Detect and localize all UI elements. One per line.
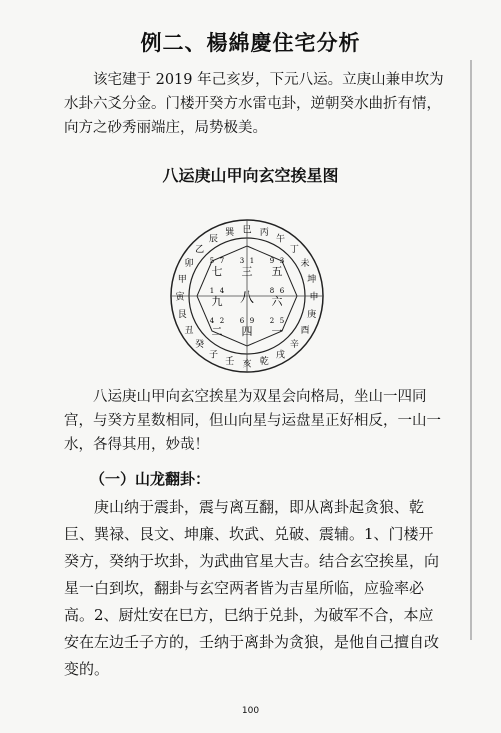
body-paragraph: 庚山纳于震卦，震与离互翻，即从离卦起贪狼、乾巨、巽禄、艮文、坤廉、坎武、兑破、震辅。1、门楼开癸方，癸纳于坎卦，为武曲官星大吉。结合玄空挨星，向星一白到坎，翻卦与玄空两者皆为吉星所临，应验率必高。2、厨灶安在巳方，巳纳于兑卦，为破军不合，本应安在左边壬子方的，壬纳于离卦为贪狼，是他自己擅自改变的。 [64, 498, 440, 678]
ring-label: 申 [309, 292, 319, 303]
facing-star: 9 [249, 317, 255, 325]
ring-label: 庚 [307, 309, 317, 320]
period-star: 一 [271, 325, 283, 338]
ring-label: 午 [275, 234, 286, 245]
period-star: 二 [211, 325, 223, 338]
ring-label: 辛 [289, 339, 299, 350]
facing-star: 6 [279, 287, 285, 295]
period-star: 四 [241, 325, 253, 338]
mountain-star: 5 [209, 257, 215, 265]
page-title: 例二、楊綿慶住宅分析 [140, 31, 361, 55]
mountain-star: 9 [269, 257, 275, 265]
ring-label: 艮 [177, 309, 187, 320]
period-star: 七 [211, 265, 223, 278]
ring-label: 未 [300, 259, 310, 269]
facing-star: 3 [279, 257, 285, 265]
ring-label: 寅 [175, 292, 185, 303]
period-star: 三 [241, 265, 253, 278]
ring-label: 坤 [307, 275, 317, 286]
mountain-star: 3 [239, 257, 245, 265]
facing-star: 4 [219, 287, 225, 295]
ring-label: 丙 [259, 227, 269, 238]
ring-label: 癸 [195, 339, 205, 350]
mountain-star: 1 [209, 287, 215, 295]
period-star: 六 [271, 295, 283, 308]
chart-title: 八运庚山甲向玄空挨星图 [162, 166, 339, 185]
page-number: 100 [241, 706, 260, 716]
ring-label: 卯 [184, 259, 194, 269]
ring-label: 戌 [275, 350, 286, 361]
ring-label: 乾 [259, 357, 269, 368]
facing-star: 5 [279, 317, 285, 325]
ring-label: 壬 [225, 357, 235, 368]
ring-label: 亥 [242, 359, 252, 370]
ring-label: 子 [208, 350, 219, 361]
facing-star: 7 [219, 257, 225, 265]
facing-star: 1 [249, 257, 255, 265]
ring-label: 甲 [177, 275, 187, 286]
feng-shui-star-chart [167, 216, 327, 376]
ring-label: 巽 [225, 227, 235, 238]
mountain-star: 8 [269, 287, 275, 295]
analysis-paragraph: 八运庚山甲向玄空挨星为双星会向格局，坐山一四同宫，与癸方星数相同，但山向星与运盘星正好相反，一山一水，各得其用，妙哉！ [64, 389, 441, 453]
facing-star: 2 [219, 317, 225, 325]
ring-label: 辰 [208, 234, 219, 245]
mountain-star: 4 [209, 317, 215, 325]
ring-label: 乙 [195, 245, 205, 256]
ring-label: 巳 [242, 225, 252, 236]
mountain-star: 2 [269, 317, 275, 325]
ring-label: 丁 [289, 245, 299, 256]
mountain-star: 6 [239, 317, 245, 325]
period-star: 九 [211, 295, 223, 308]
period-star: 五 [271, 265, 283, 278]
ring-label: 酉 [300, 326, 310, 336]
intro-paragraph: 该宅建于 2019 年己亥岁，下元八运。立庚山兼申坎为水卦六爻分金。门楼开癸方水雷屯卦，逆朝癸水曲折有情，向方之砂秀丽端庄，局势极美。 [64, 72, 444, 136]
ring-label: 丑 [184, 326, 194, 336]
page-edge [470, 60, 472, 640]
section-heading: （一）山龙翻卦： [90, 470, 211, 488]
center-star: 八 [240, 290, 254, 306]
